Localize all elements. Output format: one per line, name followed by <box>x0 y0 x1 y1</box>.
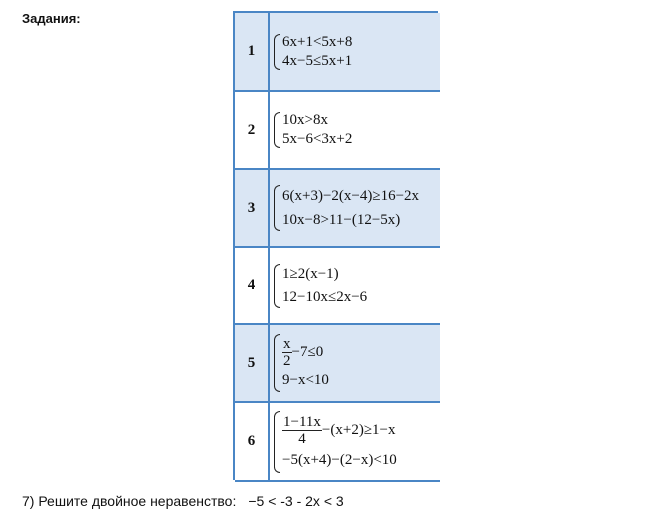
task-number: 3 <box>235 170 270 246</box>
fraction-numerator: 1−11x <box>283 413 321 430</box>
inequality-rest: −(x+2)≥1−x <box>321 421 396 438</box>
page-heading: Задания: <box>22 11 81 26</box>
inequality-system <box>274 170 419 246</box>
system-brace <box>274 411 280 473</box>
task-number: 6 <box>235 403 270 480</box>
inequality-line: 12−10x≤2x−6 <box>282 288 368 305</box>
system-brace <box>274 185 280 231</box>
task-row-5 <box>235 325 440 403</box>
system-brace <box>274 264 280 308</box>
inequality-system <box>274 92 352 168</box>
inequality-system <box>274 325 329 401</box>
task-number: 5 <box>235 325 270 401</box>
inequality-line: 10x>8x <box>282 112 328 128</box>
inequality-system <box>274 403 397 480</box>
inequality-line: 10x−8>11−(12−5x) <box>282 212 401 228</box>
inequality-line <box>282 414 397 447</box>
inequality-line: −5(x+4)−(2−x)<10 <box>282 451 397 468</box>
task-number: 4 <box>235 248 270 323</box>
fraction <box>282 336 292 369</box>
inequality-rest: −7≤0 <box>291 343 324 360</box>
tasks-table <box>233 11 438 480</box>
inequality-line: 6(x+3)−2(x−4)≥16−2x <box>282 188 420 204</box>
task-number: 2 <box>235 92 270 168</box>
inequality-system <box>274 13 352 90</box>
task-row-4 <box>235 248 440 325</box>
inequality-line: 5x−6<3x+2 <box>282 131 353 147</box>
task-7-label: 7) Решите двойное неравенство: <box>22 493 237 509</box>
inequality-line: 9−x<10 <box>282 372 329 388</box>
task-row-6 <box>235 403 440 482</box>
task-7-expression: −5 < -3 - 2x < 3 <box>248 493 344 509</box>
task-row-2 <box>235 92 440 170</box>
inequality-line: 4x−5≤5x+1 <box>282 52 353 69</box>
fraction-numerator: x <box>283 336 291 352</box>
system-brace <box>274 334 280 392</box>
task-row-1 <box>235 13 440 92</box>
fraction-denominator: 2 <box>283 353 291 369</box>
task-7 <box>22 493 344 509</box>
system-brace <box>274 112 280 148</box>
inequality-line <box>282 336 329 369</box>
system-brace <box>274 34 280 70</box>
fraction-denominator: 4 <box>298 430 306 447</box>
fraction <box>282 414 322 447</box>
inequality-line: 6x+1<5x+8 <box>282 33 353 50</box>
task-number: 1 <box>235 13 270 90</box>
inequality-system <box>274 248 367 323</box>
task-row-3 <box>235 170 440 248</box>
inequality-line: 1≥2(x−1) <box>282 265 339 282</box>
